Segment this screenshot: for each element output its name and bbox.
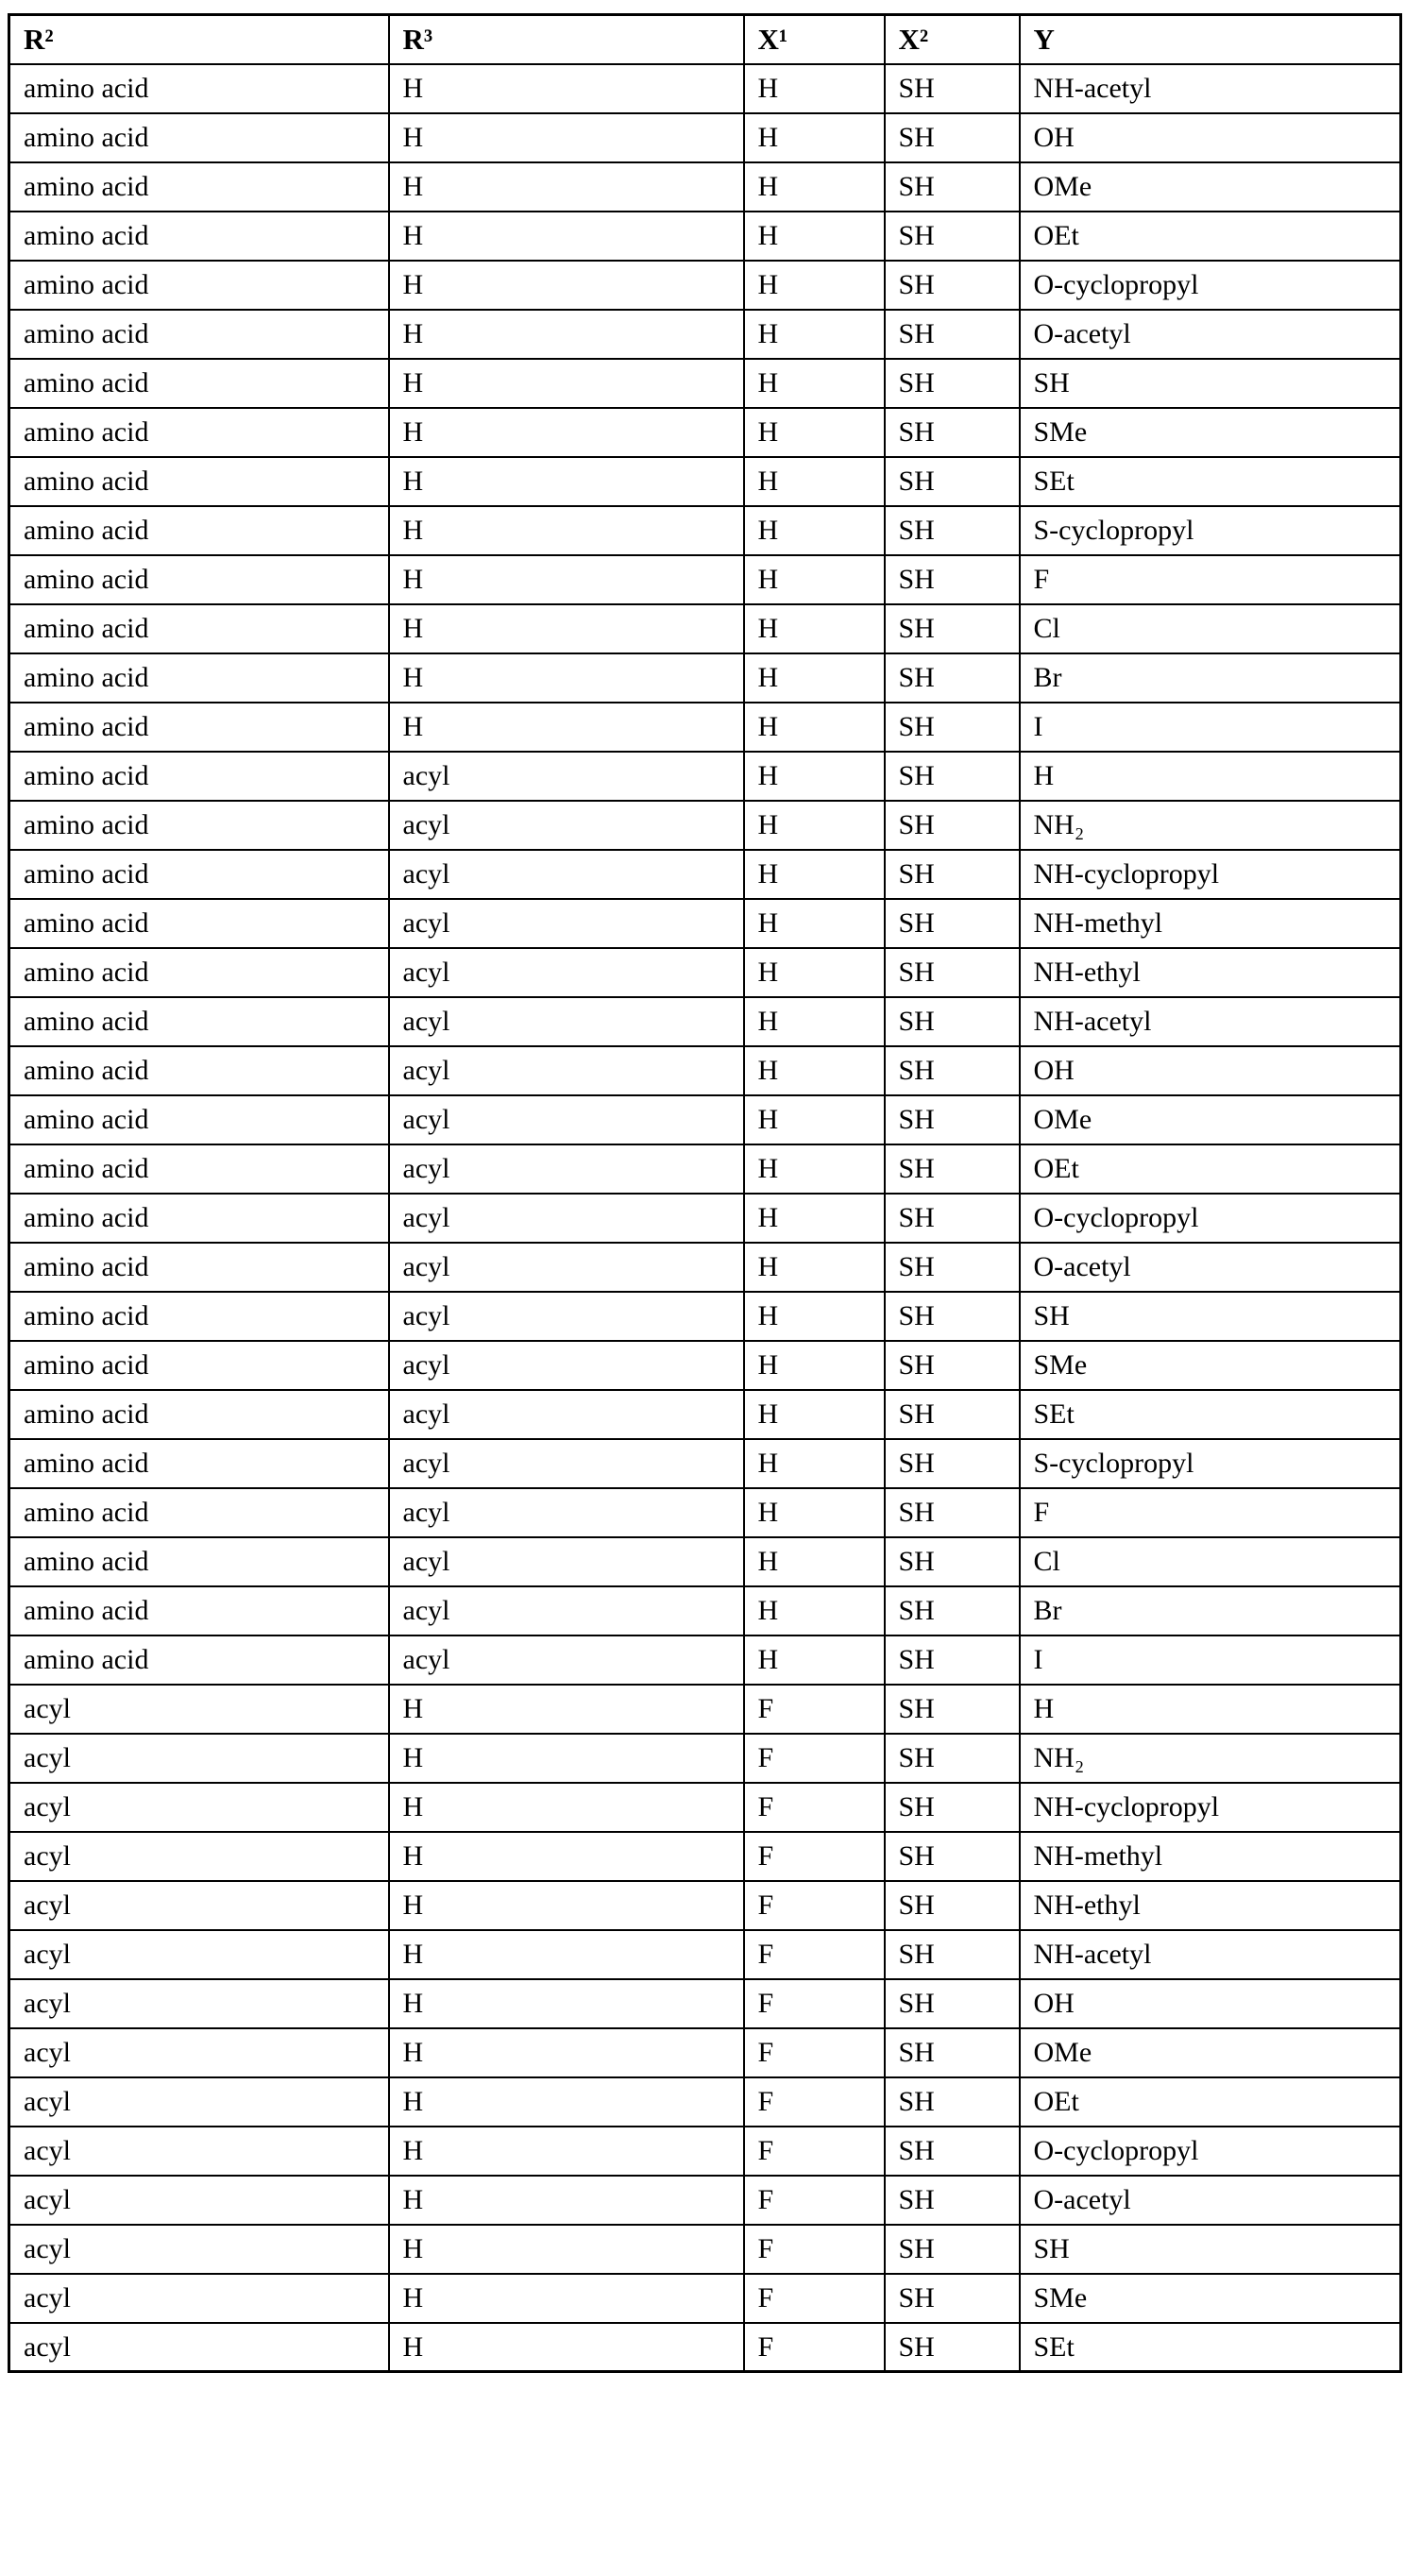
table-cell: H: [389, 1881, 744, 1930]
table-cell: H: [744, 948, 885, 997]
table-cell: SH: [885, 212, 1020, 261]
table-cell: S-cyclopropyl: [1020, 506, 1401, 555]
table-cell: acyl: [9, 1832, 389, 1881]
table-row: [9, 2225, 1401, 2274]
table-cell: H: [389, 1685, 744, 1734]
table-cell: SH: [885, 1095, 1020, 1144]
table-cell: amino acid: [9, 1243, 389, 1292]
table-cell: H: [389, 310, 744, 359]
table-row: [9, 752, 1401, 801]
table-cell: SH: [885, 2225, 1020, 2274]
table-row: [9, 310, 1401, 359]
table-cell: SH: [885, 310, 1020, 359]
table-row: [9, 555, 1401, 604]
table-cell: SH: [885, 1390, 1020, 1439]
table-cell: H: [389, 2127, 744, 2176]
header-cell: R³: [389, 15, 744, 64]
table-row: [9, 1635, 1401, 1685]
header-cell: X²: [885, 15, 1020, 64]
table-cell: H: [744, 653, 885, 703]
table-cell: O-acetyl: [1020, 1243, 1401, 1292]
table-cell: SH: [885, 752, 1020, 801]
table-row: [9, 604, 1401, 653]
table-cell: SEt: [1020, 2323, 1401, 2372]
table-cell: SH: [885, 1341, 1020, 1390]
table-cell: H: [744, 261, 885, 310]
table-cell: acyl: [389, 801, 744, 850]
table-cell: F: [744, 2077, 885, 2127]
table-row: [9, 212, 1401, 261]
table-cell: H: [389, 1734, 744, 1783]
table-cell: SH: [885, 703, 1020, 752]
table-cell: SH: [885, 1783, 1020, 1832]
table-cell: F: [744, 2225, 885, 2274]
table-cell: H: [389, 2225, 744, 2274]
table-cell: acyl: [9, 1881, 389, 1930]
table-cell: H: [744, 801, 885, 850]
table-row: [9, 1488, 1401, 1537]
table-cell: O-cyclopropyl: [1020, 2127, 1401, 2176]
table-row: [9, 1292, 1401, 1341]
table-cell: SH: [885, 261, 1020, 310]
table-row: [9, 1144, 1401, 1194]
table-cell: NH-acetyl: [1020, 64, 1401, 113]
table-cell: H: [744, 997, 885, 1046]
table-cell: O-cyclopropyl: [1020, 1194, 1401, 1243]
table-cell: H: [744, 113, 885, 162]
table-cell: S-cyclopropyl: [1020, 1439, 1401, 1488]
table-cell: SH: [885, 1734, 1020, 1783]
table-cell: H: [744, 1635, 885, 1685]
table-cell: amino acid: [9, 948, 389, 997]
table-row: [9, 1439, 1401, 1488]
table-cell: SH: [1020, 2225, 1401, 2274]
table-cell: H: [389, 2028, 744, 2077]
table-cell: amino acid: [9, 752, 389, 801]
table-cell: amino acid: [9, 212, 389, 261]
table-cell: NH-acetyl: [1020, 1930, 1401, 1979]
table-cell: F: [744, 2028, 885, 2077]
table-cell: NH-methyl: [1020, 899, 1401, 948]
table-row: [9, 1586, 1401, 1635]
table-cell: acyl: [389, 1194, 744, 1243]
table-cell: H: [744, 506, 885, 555]
table-cell: F: [1020, 555, 1401, 604]
table-cell: acyl: [389, 850, 744, 899]
table-row: [9, 2176, 1401, 2225]
table-cell: amino acid: [9, 703, 389, 752]
table-cell: SH: [885, 1194, 1020, 1243]
table-cell: acyl: [9, 1685, 389, 1734]
table-cell: acyl: [389, 1586, 744, 1635]
table-cell: acyl: [9, 1979, 389, 2028]
table-cell: NH-ethyl: [1020, 948, 1401, 997]
table-cell: acyl: [389, 1390, 744, 1439]
table-cell: SH: [885, 1635, 1020, 1685]
table-cell: amino acid: [9, 506, 389, 555]
table-cell: acyl: [9, 2077, 389, 2127]
table-row: [9, 1734, 1401, 1783]
table-cell: OEt: [1020, 2077, 1401, 2127]
table-cell: acyl: [389, 1046, 744, 1095]
table-cell: acyl: [9, 2323, 389, 2372]
table-cell: NH₂: [1020, 801, 1401, 850]
table-cell: F: [744, 1881, 885, 1930]
table-cell: SMe: [1020, 408, 1401, 457]
header-cell: X¹: [744, 15, 885, 64]
table-row: [9, 2077, 1401, 2127]
table-cell: amino acid: [9, 1635, 389, 1685]
table-cell: F: [744, 1783, 885, 1832]
table-cell: SH: [885, 997, 1020, 1046]
table-cell: H: [389, 261, 744, 310]
table-cell: H: [744, 1439, 885, 1488]
header-row: [9, 15, 1401, 64]
table-cell: OH: [1020, 1046, 1401, 1095]
table-cell: acyl: [389, 948, 744, 997]
table-body: [9, 64, 1401, 2372]
table-cell: amino acid: [9, 604, 389, 653]
table-cell: amino acid: [9, 1095, 389, 1144]
table-row: [9, 2127, 1401, 2176]
table-cell: I: [1020, 1635, 1401, 1685]
table-cell: OH: [1020, 1979, 1401, 2028]
table-cell: amino acid: [9, 899, 389, 948]
table-cell: SH: [885, 555, 1020, 604]
table-cell: amino acid: [9, 1586, 389, 1635]
table-cell: H: [744, 1586, 885, 1635]
table-cell: H: [389, 1979, 744, 2028]
table-cell: acyl: [389, 1095, 744, 1144]
table-row: [9, 64, 1401, 113]
table-row: [9, 1979, 1401, 2028]
table-row: [9, 1930, 1401, 1979]
table-cell: SH: [885, 162, 1020, 212]
table-row: [9, 506, 1401, 555]
table-cell: SH: [885, 1685, 1020, 1734]
table-cell: acyl: [9, 1930, 389, 1979]
table-cell: F: [744, 1734, 885, 1783]
table-cell: SH: [885, 457, 1020, 506]
table-cell: F: [744, 2323, 885, 2372]
table-cell: amino acid: [9, 1390, 389, 1439]
table-cell: SH: [885, 1832, 1020, 1881]
table-cell: amino acid: [9, 113, 389, 162]
table-cell: F: [744, 1832, 885, 1881]
table-cell: H: [744, 408, 885, 457]
table-cell: acyl: [9, 1734, 389, 1783]
table-cell: amino acid: [9, 801, 389, 850]
table-row: [9, 2323, 1401, 2372]
table-cell: acyl: [9, 2127, 389, 2176]
table-row: [9, 1881, 1401, 1930]
table-row: [9, 2274, 1401, 2323]
table-row: [9, 948, 1401, 997]
table-cell: H: [389, 703, 744, 752]
table-cell: SH: [1020, 1292, 1401, 1341]
table-cell: H: [744, 555, 885, 604]
table-cell: SH: [885, 604, 1020, 653]
table-row: [9, 1095, 1401, 1144]
table-cell: H: [389, 2176, 744, 2225]
table-cell: SH: [885, 653, 1020, 703]
table-cell: H: [744, 1390, 885, 1439]
table-cell: H: [1020, 752, 1401, 801]
table-cell: SH: [885, 1144, 1020, 1194]
table-cell: amino acid: [9, 359, 389, 408]
table-cell: NH-cyclopropyl: [1020, 1783, 1401, 1832]
table-cell: acyl: [389, 1341, 744, 1390]
table-cell: amino acid: [9, 162, 389, 212]
table-cell: SH: [885, 2077, 1020, 2127]
table-cell: H: [389, 653, 744, 703]
table-cell: amino acid: [9, 653, 389, 703]
table-cell: SH: [885, 64, 1020, 113]
table-cell: amino acid: [9, 1341, 389, 1390]
table-cell: O-cyclopropyl: [1020, 261, 1401, 310]
table-cell: H: [744, 604, 885, 653]
table-cell: H: [389, 64, 744, 113]
table-cell: amino acid: [9, 555, 389, 604]
table-cell: acyl: [9, 2225, 389, 2274]
table-cell: amino acid: [9, 310, 389, 359]
table-cell: H: [744, 212, 885, 261]
table-cell: amino acid: [9, 64, 389, 113]
table-cell: SH: [885, 1537, 1020, 1586]
table-cell: acyl: [389, 1635, 744, 1685]
table-cell: SH: [885, 1586, 1020, 1635]
table-cell: acyl: [389, 752, 744, 801]
table-row: [9, 2028, 1401, 2077]
table-cell: amino acid: [9, 1439, 389, 1488]
table-row: [9, 997, 1401, 1046]
table-cell: SH: [885, 801, 1020, 850]
table-cell: acyl: [389, 1243, 744, 1292]
table-cell: SH: [885, 1243, 1020, 1292]
table-cell: F: [744, 2176, 885, 2225]
table-cell: Cl: [1020, 604, 1401, 653]
table-row: [9, 1243, 1401, 1292]
table-cell: SMe: [1020, 1341, 1401, 1390]
table-cell: H: [389, 1832, 744, 1881]
table-cell: acyl: [9, 1783, 389, 1832]
table-cell: amino acid: [9, 1194, 389, 1243]
table-cell: H: [744, 1194, 885, 1243]
header-cell: R²: [9, 15, 389, 64]
table-cell: SH: [885, 1930, 1020, 1979]
table-cell: F: [744, 1979, 885, 2028]
table-cell: NH-acetyl: [1020, 997, 1401, 1046]
table-cell: acyl: [389, 1488, 744, 1537]
table-cell: Cl: [1020, 1537, 1401, 1586]
table-cell: NH-cyclopropyl: [1020, 850, 1401, 899]
table-cell: SH: [885, 2028, 1020, 2077]
table-cell: I: [1020, 703, 1401, 752]
table-cell: acyl: [389, 1537, 744, 1586]
table-cell: OH: [1020, 113, 1401, 162]
table-row: [9, 1390, 1401, 1439]
table-cell: H: [389, 2274, 744, 2323]
table-row: [9, 162, 1401, 212]
table-cell: OMe: [1020, 1095, 1401, 1144]
table-cell: amino acid: [9, 1292, 389, 1341]
table-cell: OMe: [1020, 2028, 1401, 2077]
table-row: [9, 261, 1401, 310]
table-cell: H: [744, 64, 885, 113]
table-cell: acyl: [389, 1439, 744, 1488]
table-row: [9, 1341, 1401, 1390]
table-cell: SH: [885, 1046, 1020, 1095]
table-row: [9, 1783, 1401, 1832]
table-cell: NH₂: [1020, 1734, 1401, 1783]
substituent-table: [8, 13, 1402, 2373]
table-cell: SH: [885, 113, 1020, 162]
table-cell: H: [744, 359, 885, 408]
table-cell: F: [1020, 1488, 1401, 1537]
table-cell: H: [389, 457, 744, 506]
table-cell: acyl: [9, 2176, 389, 2225]
table-cell: H: [389, 555, 744, 604]
table-cell: acyl: [389, 1144, 744, 1194]
table-cell: H: [1020, 1685, 1401, 1734]
table-cell: Br: [1020, 1586, 1401, 1635]
table-row: [9, 1685, 1401, 1734]
table-cell: H: [389, 359, 744, 408]
table-cell: H: [389, 2077, 744, 2127]
table-row: [9, 703, 1401, 752]
table-cell: H: [744, 310, 885, 359]
table-cell: acyl: [9, 2274, 389, 2323]
table-cell: amino acid: [9, 408, 389, 457]
table-cell: SH: [885, 2176, 1020, 2225]
table-cell: OMe: [1020, 162, 1401, 212]
table-cell: SH: [885, 850, 1020, 899]
table-cell: SH: [885, 506, 1020, 555]
table-cell: H: [744, 899, 885, 948]
table-cell: SEt: [1020, 1390, 1401, 1439]
table-cell: H: [744, 457, 885, 506]
table-cell: H: [744, 1292, 885, 1341]
table-cell: NH-ethyl: [1020, 1881, 1401, 1930]
header-cell: Y: [1020, 15, 1401, 64]
table-row: [9, 359, 1401, 408]
table-cell: acyl: [9, 2028, 389, 2077]
table-cell: SEt: [1020, 457, 1401, 506]
table-row: [9, 1194, 1401, 1243]
table-cell: amino acid: [9, 1144, 389, 1194]
table-cell: amino acid: [9, 457, 389, 506]
table-cell: H: [744, 162, 885, 212]
table-row: [9, 408, 1401, 457]
table-cell: H: [744, 1341, 885, 1390]
table-cell: SH: [885, 2274, 1020, 2323]
table-cell: O-acetyl: [1020, 310, 1401, 359]
table-row: [9, 457, 1401, 506]
table-cell: OEt: [1020, 212, 1401, 261]
table-cell: OEt: [1020, 1144, 1401, 1194]
table-cell: F: [744, 1685, 885, 1734]
table-cell: acyl: [389, 1292, 744, 1341]
table-cell: amino acid: [9, 1488, 389, 1537]
table-cell: H: [389, 162, 744, 212]
table-cell: SMe: [1020, 2274, 1401, 2323]
table-cell: SH: [885, 899, 1020, 948]
table-cell: H: [744, 1046, 885, 1095]
table-cell: H: [744, 1095, 885, 1144]
table-cell: H: [389, 1930, 744, 1979]
table-cell: H: [389, 2323, 744, 2372]
table-cell: amino acid: [9, 1537, 389, 1586]
table-cell: H: [389, 408, 744, 457]
table-cell: SH: [885, 359, 1020, 408]
table-cell: acyl: [389, 899, 744, 948]
table-cell: SH: [885, 408, 1020, 457]
table-cell: H: [389, 212, 744, 261]
table-cell: SH: [1020, 359, 1401, 408]
table-cell: SH: [885, 2127, 1020, 2176]
table-cell: H: [744, 1488, 885, 1537]
table-cell: F: [744, 2274, 885, 2323]
table-cell: NH-methyl: [1020, 1832, 1401, 1881]
table-cell: SH: [885, 1979, 1020, 2028]
table-cell: F: [744, 2127, 885, 2176]
table-cell: H: [389, 506, 744, 555]
table-cell: H: [389, 604, 744, 653]
table-row: [9, 850, 1401, 899]
table-cell: F: [744, 1930, 885, 1979]
table-cell: Br: [1020, 653, 1401, 703]
table-cell: H: [744, 703, 885, 752]
table-cell: H: [744, 1144, 885, 1194]
table-cell: SH: [885, 1881, 1020, 1930]
table-cell: acyl: [389, 997, 744, 1046]
table-cell: H: [744, 1243, 885, 1292]
table-cell: SH: [885, 1439, 1020, 1488]
table-cell: amino acid: [9, 1046, 389, 1095]
table-cell: SH: [885, 1292, 1020, 1341]
table-row: [9, 899, 1401, 948]
table-cell: SH: [885, 1488, 1020, 1537]
table-cell: SH: [885, 2323, 1020, 2372]
table-cell: amino acid: [9, 997, 389, 1046]
table-row: [9, 1832, 1401, 1881]
table-cell: amino acid: [9, 261, 389, 310]
table-row: [9, 113, 1401, 162]
table-row: [9, 1046, 1401, 1095]
table-cell: H: [744, 752, 885, 801]
table-cell: amino acid: [9, 850, 389, 899]
table-row: [9, 801, 1401, 850]
table-cell: H: [744, 850, 885, 899]
table-row: [9, 1537, 1401, 1586]
table-cell: H: [389, 1783, 744, 1832]
table-cell: O-acetyl: [1020, 2176, 1401, 2225]
table-cell: H: [389, 113, 744, 162]
table-cell: SH: [885, 948, 1020, 997]
table-cell: H: [744, 1537, 885, 1586]
table-row: [9, 653, 1401, 703]
